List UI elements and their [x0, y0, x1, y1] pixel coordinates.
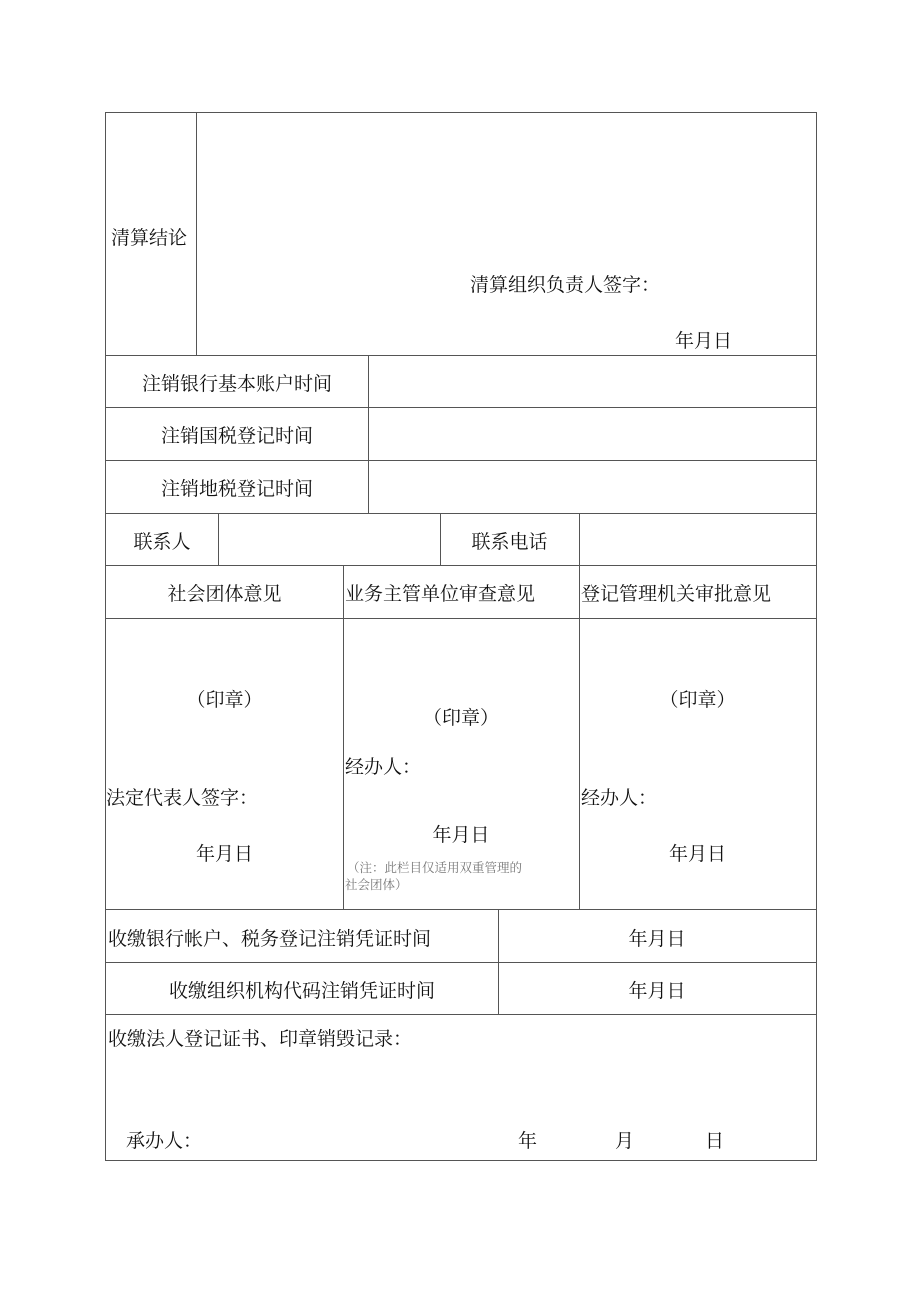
supervisor-seal: （印章） — [422, 707, 499, 729]
row-divider — [106, 618, 816, 619]
supervisor-note-line1: （注：此栏目仅适用双重管理的 — [347, 860, 523, 875]
social-date: 年月日 — [195, 843, 253, 865]
col-divider — [218, 513, 219, 565]
org-code-cert-label: 收缴组织机构代码注销凭证时间 — [168, 980, 435, 1002]
conclusion-label: 清算结论 — [111, 227, 188, 249]
conclusion-date: 年月日 — [675, 330, 733, 352]
opinion-header-supervisor: 业务主管单位审查意见 — [345, 583, 536, 605]
social-signer-label: 法定代表人签字： — [106, 787, 259, 809]
row-divider — [106, 565, 816, 566]
col-divider — [343, 565, 344, 909]
account-closure-label: 注销银行基本账户时间 — [141, 373, 332, 395]
col-divider — [196, 113, 197, 355]
destruction-month: 月 — [615, 1130, 635, 1152]
row-divider — [106, 909, 816, 910]
contact-phone-label: 联系电话 — [471, 531, 548, 553]
opinion-header-social: 社会团体意见 — [167, 583, 282, 605]
row-divider — [106, 513, 816, 514]
national-tax-label: 注销国税登记时间 — [160, 425, 313, 447]
row-divider — [106, 355, 816, 356]
registration-seal: （印章） — [659, 689, 736, 711]
opinion-header-registration: 登记管理机关审批意见 — [581, 583, 772, 605]
supervisor-date: 年月日 — [432, 824, 490, 846]
cancellation-form-table — [105, 112, 817, 1161]
registration-handler-label: 经办人： — [581, 787, 658, 809]
destruction-day: 日 — [705, 1130, 725, 1152]
destruction-label: 收缴法人登记证书、印章销毁记录： — [108, 1028, 413, 1050]
org-code-cert-date: 年月日 — [628, 980, 686, 1002]
row-divider — [106, 1014, 816, 1015]
social-seal: （印章） — [186, 689, 263, 711]
col-divider — [368, 355, 369, 513]
destruction-handler-label: 承办人： — [126, 1130, 203, 1152]
row-divider — [106, 407, 816, 408]
row-divider — [106, 962, 816, 963]
contact-person-label: 联系人 — [133, 531, 191, 553]
bank-tax-cert-label: 收缴银行帐户、税务登记注销凭证时间 — [108, 928, 432, 950]
supervisor-note-line2: 社会团体） — [345, 877, 408, 892]
destruction-year: 年 — [518, 1130, 538, 1152]
row-divider — [106, 460, 816, 461]
col-divider — [579, 513, 580, 565]
bank-tax-cert-date: 年月日 — [628, 928, 686, 950]
conclusion-signature-label: 清算组织负责人签字： — [470, 274, 661, 296]
registration-date: 年月日 — [668, 843, 726, 865]
supervisor-handler-label: 经办人： — [345, 756, 422, 778]
local-tax-label: 注销地税登记时间 — [160, 478, 313, 500]
